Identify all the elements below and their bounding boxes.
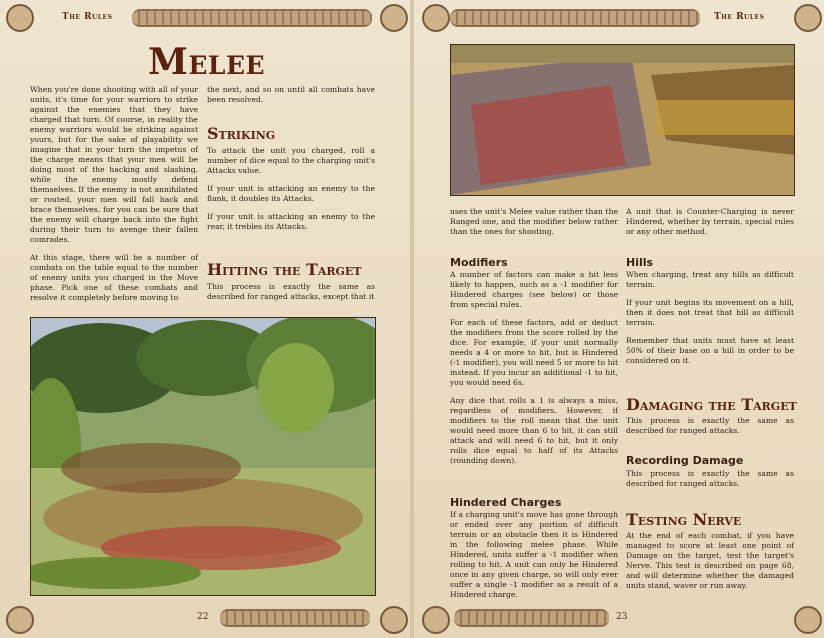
left-column-2-top: the next, and so on until all combats have been resolved. [207,85,375,104]
knotwork-border-icon [450,9,700,27]
right-column-1-top: uses the unit's Melee value rather than the Ranged one, and the modifier below rather than the ones for shooting. [450,207,618,236]
paragraph: To attack the unit you charged, roll a number of dice equal to the charging unit's Attacks value. [207,146,375,175]
corner-ornament-icon [422,606,450,634]
paragraph: For each of these factors, add or deduct the modifiers from the score rolled by the dice. For example, if your unit normally needs a 4 or more to hit, but is Hindered (-1 modifier), you will need 5 or more to hit instead. If you incur an additional -1 to hit, you would need 6s. [450,318,618,387]
page-number: 22 [197,612,209,622]
right-column-2-top: A unit that is Counter-Charging is never Hindered, whether by terrain, special rules or any other method. [626,207,794,236]
corner-ornament-icon [794,606,822,634]
corner-ornament-icon [422,4,450,32]
paragraph: Remember that units must have at least 50% of their base on a hill in order to be considered on it. [626,336,794,365]
section-heading-nerve: Testing Nerve [626,510,742,529]
section-heading-modifiers: Modifiers [450,256,508,269]
left-column-1 [30,85,198,311]
paragraph: If your unit is attacking an enemy to the rear, it trebles its Attacks. [207,212,375,231]
right-page [414,0,824,638]
nerve-text: At the end of each combat, if you have managed to score at least one point of Damage on the target, test the target's Nerve. This test is described on page 68, and will determine whether the damaged units stand, waver or run away. [626,531,794,590]
corner-ornament-icon [380,4,408,32]
recording-text: This process is exactly the same as described for ranged attacks. [626,469,794,488]
running-head: The Rules [714,12,765,22]
damaging-text: This process is exactly the same as described for ranged attacks. [626,416,794,435]
intro-paragraph: At this stage, there will be a number of combats on the table equal to the number of enemy units you charged in the Move phase. Pick one of these combats and resolve it completely before moving to [30,253,198,302]
section-heading-hitting: Hitting the Target [207,260,362,279]
section-heading-hindered: Hindered Charges [450,496,562,509]
paragraph: When charging, treat any hills as difficult terrain. [626,270,794,289]
knotwork-border-icon [454,609,609,627]
infantry-photo [450,44,795,196]
modifiers-text [450,270,618,474]
miniatures-infantry-image-icon [451,45,794,195]
left-page [0,0,410,638]
corner-ornament-icon [6,4,34,32]
knotwork-border-icon [220,609,370,627]
running-head: The Rules [62,12,113,22]
section-heading-striking: Striking [207,124,276,143]
corner-ornament-icon [6,606,34,634]
page-number: 23 [616,612,628,622]
paragraph: If your unit is attacking an enemy to the flank, it doubles its Attacks. [207,184,375,203]
miniatures-battle-image-icon [31,318,375,595]
paragraph: A number of factors can make a hit less likely to happen, such as a -1 modifier for Hindered charges (see below) or those from special rules. [450,270,618,309]
hitting-text: This process is exactly the same as described for ranged attacks, except that it [207,282,375,301]
hindered-text: If a charging unit's move has gone through or ended over any portion of difficult terrain or an obstacle then it is Hindered in the following melee phase. While Hindered, units suffer a -1 modifier when rolling to hit. A unit can only be Hindered once in any given charge, so will only ever suffer a single -1 modifier as a result of a Hindered charge. [450,510,618,599]
paragraph: If your unit begins its movement on a hill, then it does not treat that hill as difficult terrain. [626,298,794,327]
section-heading-hills: Hills [626,256,654,269]
paragraph: Any dice that rolls a 1 is always a miss, regardless of modifiers. However, if modifiers to the roll mean that the unit would need more than 6 to hit, it can still attack and will need 6 to hit, but it only rolls dice equal to half of its Attacks (rounding down). [450,396,618,465]
battle-photo [30,317,376,596]
section-heading-recording: Recording Damage [626,454,744,467]
section-heading-damaging: Damaging the Target [626,395,797,414]
corner-ornament-icon [794,4,822,32]
corner-ornament-icon [380,606,408,634]
chapter-title: Melee [148,41,266,83]
knotwork-border-icon [132,9,372,27]
striking-text [207,146,375,240]
intro-paragraph: When you're done shooting with all of your units, it's time for your warriors to strike against the enemies that they have charged that turn. Of course, in reality the enemy warriors would be striking against yours, but for the sake of playability we imagine that in your turn the impetus of the charge means that your men will be doing most of the hacking and slashing, while the enemy mostly defend themselves. If the enemy is not annihilated or routed, your men will fall back and brace themselves, for you can be sure that the enemy will charge back into the fight during their turn to avenge their fallen comrades. [30,85,198,244]
hills-text [626,270,794,374]
